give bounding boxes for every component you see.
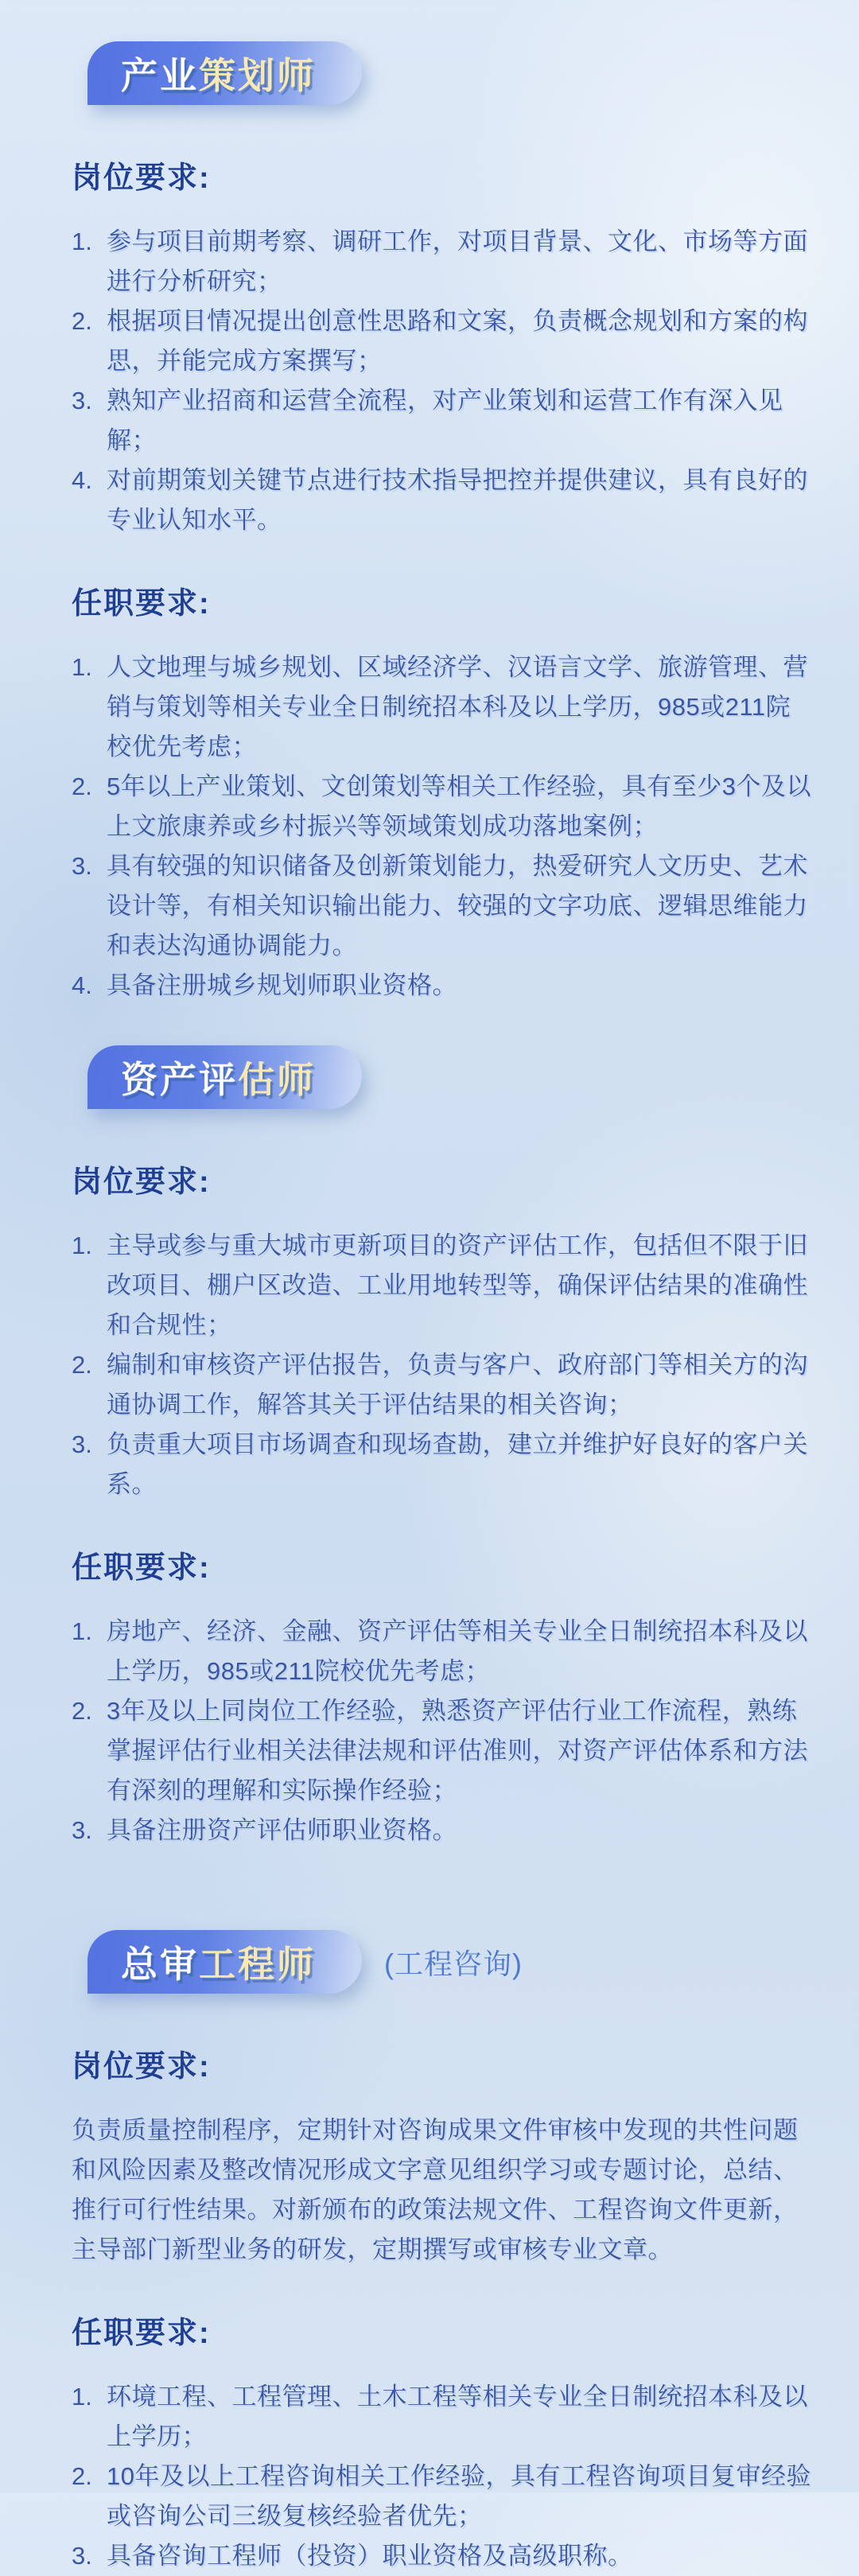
item-text: 具备注册城乡规划师职业资格。	[107, 971, 457, 999]
list-item	[72, 381, 827, 461]
heading-qualification-requirements: 任职要求:	[72, 1551, 211, 1585]
item-number: 1.	[72, 1617, 92, 1645]
item-number: 2.	[72, 307, 92, 335]
list-item	[72, 1811, 827, 1850]
job-title-row-chief-audit-engineer	[87, 1930, 827, 1994]
item-number: 4.	[72, 466, 92, 494]
list-item	[72, 1226, 827, 1345]
job-title-suffix: (工程咨询)	[384, 1947, 523, 1980]
item-number: 1.	[72, 1232, 92, 1259]
item-text: 负责重大项目市场调查和现场查勘，建立并维护好良好的客户关 系。	[107, 1430, 808, 1498]
item-number: 3.	[72, 1430, 92, 1458]
heading-qualification-requirements: 任职要求:	[72, 2317, 211, 2350]
item-number: 3.	[72, 1816, 92, 1844]
item-number: 2.	[72, 2462, 92, 2490]
item-text: 10年及以上工程咨询相关工作经验，具有工程咨询项目复审经验 或咨询公司三级复核经验者优先；	[107, 2462, 811, 2530]
item-number: 3.	[72, 2542, 92, 2570]
list-item	[72, 222, 827, 302]
job-title-badge-industry-planner	[87, 41, 362, 105]
item-text: 对前期策划关键节点进行技术指导把控并提供建议，具有良好的 专业认知水平。	[107, 466, 808, 534]
heading-job-requirements: 岗位要求:	[72, 161, 211, 195]
item-number: 1.	[72, 2383, 92, 2411]
list-item	[72, 1691, 827, 1811]
item-number: 3.	[72, 852, 92, 880]
item-text: 3年及以上同岗位工作经验，熟悉资产评估行业工作流程，熟练 掌握评估行业相关法律法规和评估准则，对资产评估体系和方法 有深刻的理解和实际操作经验；	[107, 1697, 808, 1804]
list-item	[72, 2536, 827, 2576]
item-text: 具备咨询工程师（投资）职业资格及高级职称。	[107, 2542, 633, 2570]
item-text: 房地产、经济、金融、资产评估等相关专业全日制统招本科及以 上学历，985或211院校优先考虑；	[107, 1617, 808, 1685]
item-text: 具备注册资产评估师职业资格。	[107, 1816, 457, 1844]
list-item	[72, 302, 827, 381]
item-number: 2.	[72, 772, 92, 800]
item-number: 3.	[72, 387, 92, 414]
badge-text-yellow: 工程师	[199, 1944, 316, 1985]
list-item	[72, 966, 827, 1006]
qualification-requirements-list	[72, 648, 827, 1006]
job-requirements-list	[72, 222, 827, 540]
heading-qualification-requirements: 任职要求:	[72, 587, 211, 621]
badge-text-white: 总审	[121, 1944, 199, 1985]
item-number: 2.	[72, 1697, 92, 1725]
item-text: 参与项目前期考察、调研工作，对项目背景、文化、市场等方面 进行分析研究；	[107, 228, 808, 295]
list-item	[72, 2377, 827, 2457]
item-text: 环境工程、工程管理、土木工程等相关专业全日制统招本科及以 上学历；	[107, 2383, 808, 2450]
job-title-row-industry-planner	[87, 41, 827, 105]
heading-job-requirements: 岗位要求:	[72, 2050, 211, 2084]
item-text: 5年以上产业策划、文创策划等相关工作经验，具有至少3个及以 上文旅康养或乡村振兴等领域策划成功落地案例；	[107, 772, 811, 840]
item-number: 1.	[72, 653, 92, 681]
list-item	[72, 1345, 827, 1425]
item-number: 1.	[72, 228, 92, 255]
badge-text-white: 产业	[121, 55, 199, 96]
list-item	[72, 1612, 827, 1691]
list-item	[72, 1425, 827, 1504]
item-number: 4.	[72, 971, 92, 999]
item-text: 具有较强的知识储备及创新策划能力，热爱研究人文历史、艺术 设计等，有相关知识输出能力、较强的文字功底、逻辑思维能力 和表达沟通协调能力。	[107, 852, 808, 959]
item-text: 人文地理与城乡规划、区域经济学、汉语言文学、旅游管理、营 销与策划等相关专业全日制统招本科及以上学历，985或211院 校优先考虑；	[107, 653, 808, 761]
item-text: 熟知产业招商和运营全流程，对产业策划和运营工作有深入见解；	[107, 387, 783, 454]
item-number: 2.	[72, 1351, 92, 1379]
job-requirements-paragraph: 负责质量控制程序，定期针对咨询成果文件审核中发现的共性问题 和风险因素及整改情况形成文字意见组织学习或专题讨论，总结、 推行可行性结果。对新颁布的政策法规文件、工程咨询文件更新， 主导部门新型业务的研发，定期撰写或审核专业文章。	[72, 2116, 799, 2263]
list-item	[72, 461, 827, 540]
qualification-requirements-list	[72, 2377, 827, 2576]
job-title-badge-chief-audit-engineer	[87, 1930, 362, 1994]
item-text: 主导或参与重大城市更新项目的资产评估工作，包括但不限于旧 改项目、棚户区改造、工业用地转型等，确保评估结果的准确性 和合规性；	[107, 1232, 808, 1339]
item-text: 根据项目情况提出创意性思路和文案，负责概念规划和方案的构 思，并能完成方案撰写；	[107, 307, 808, 375]
list-item	[72, 648, 827, 767]
job-title-row-asset-appraiser	[87, 1045, 827, 1109]
list-item	[72, 2457, 827, 2536]
job-requirements-list	[72, 1226, 827, 1504]
list-item	[72, 846, 827, 966]
job-title-badge-asset-appraiser	[87, 1045, 362, 1109]
list-item	[72, 767, 827, 846]
badge-text-yellow: 策划师	[199, 55, 316, 96]
qualification-requirements-list	[72, 1612, 827, 1850]
badge-text-yellow: 估师	[238, 1059, 316, 1100]
badge-text-white: 资产评	[121, 1059, 238, 1100]
item-text: 编制和审核资产评估报告，负责与客户、政府部门等相关方的沟 通协调工作，解答其关于评估结果的相关咨询；	[107, 1351, 808, 1418]
heading-job-requirements: 岗位要求:	[72, 1165, 211, 1199]
